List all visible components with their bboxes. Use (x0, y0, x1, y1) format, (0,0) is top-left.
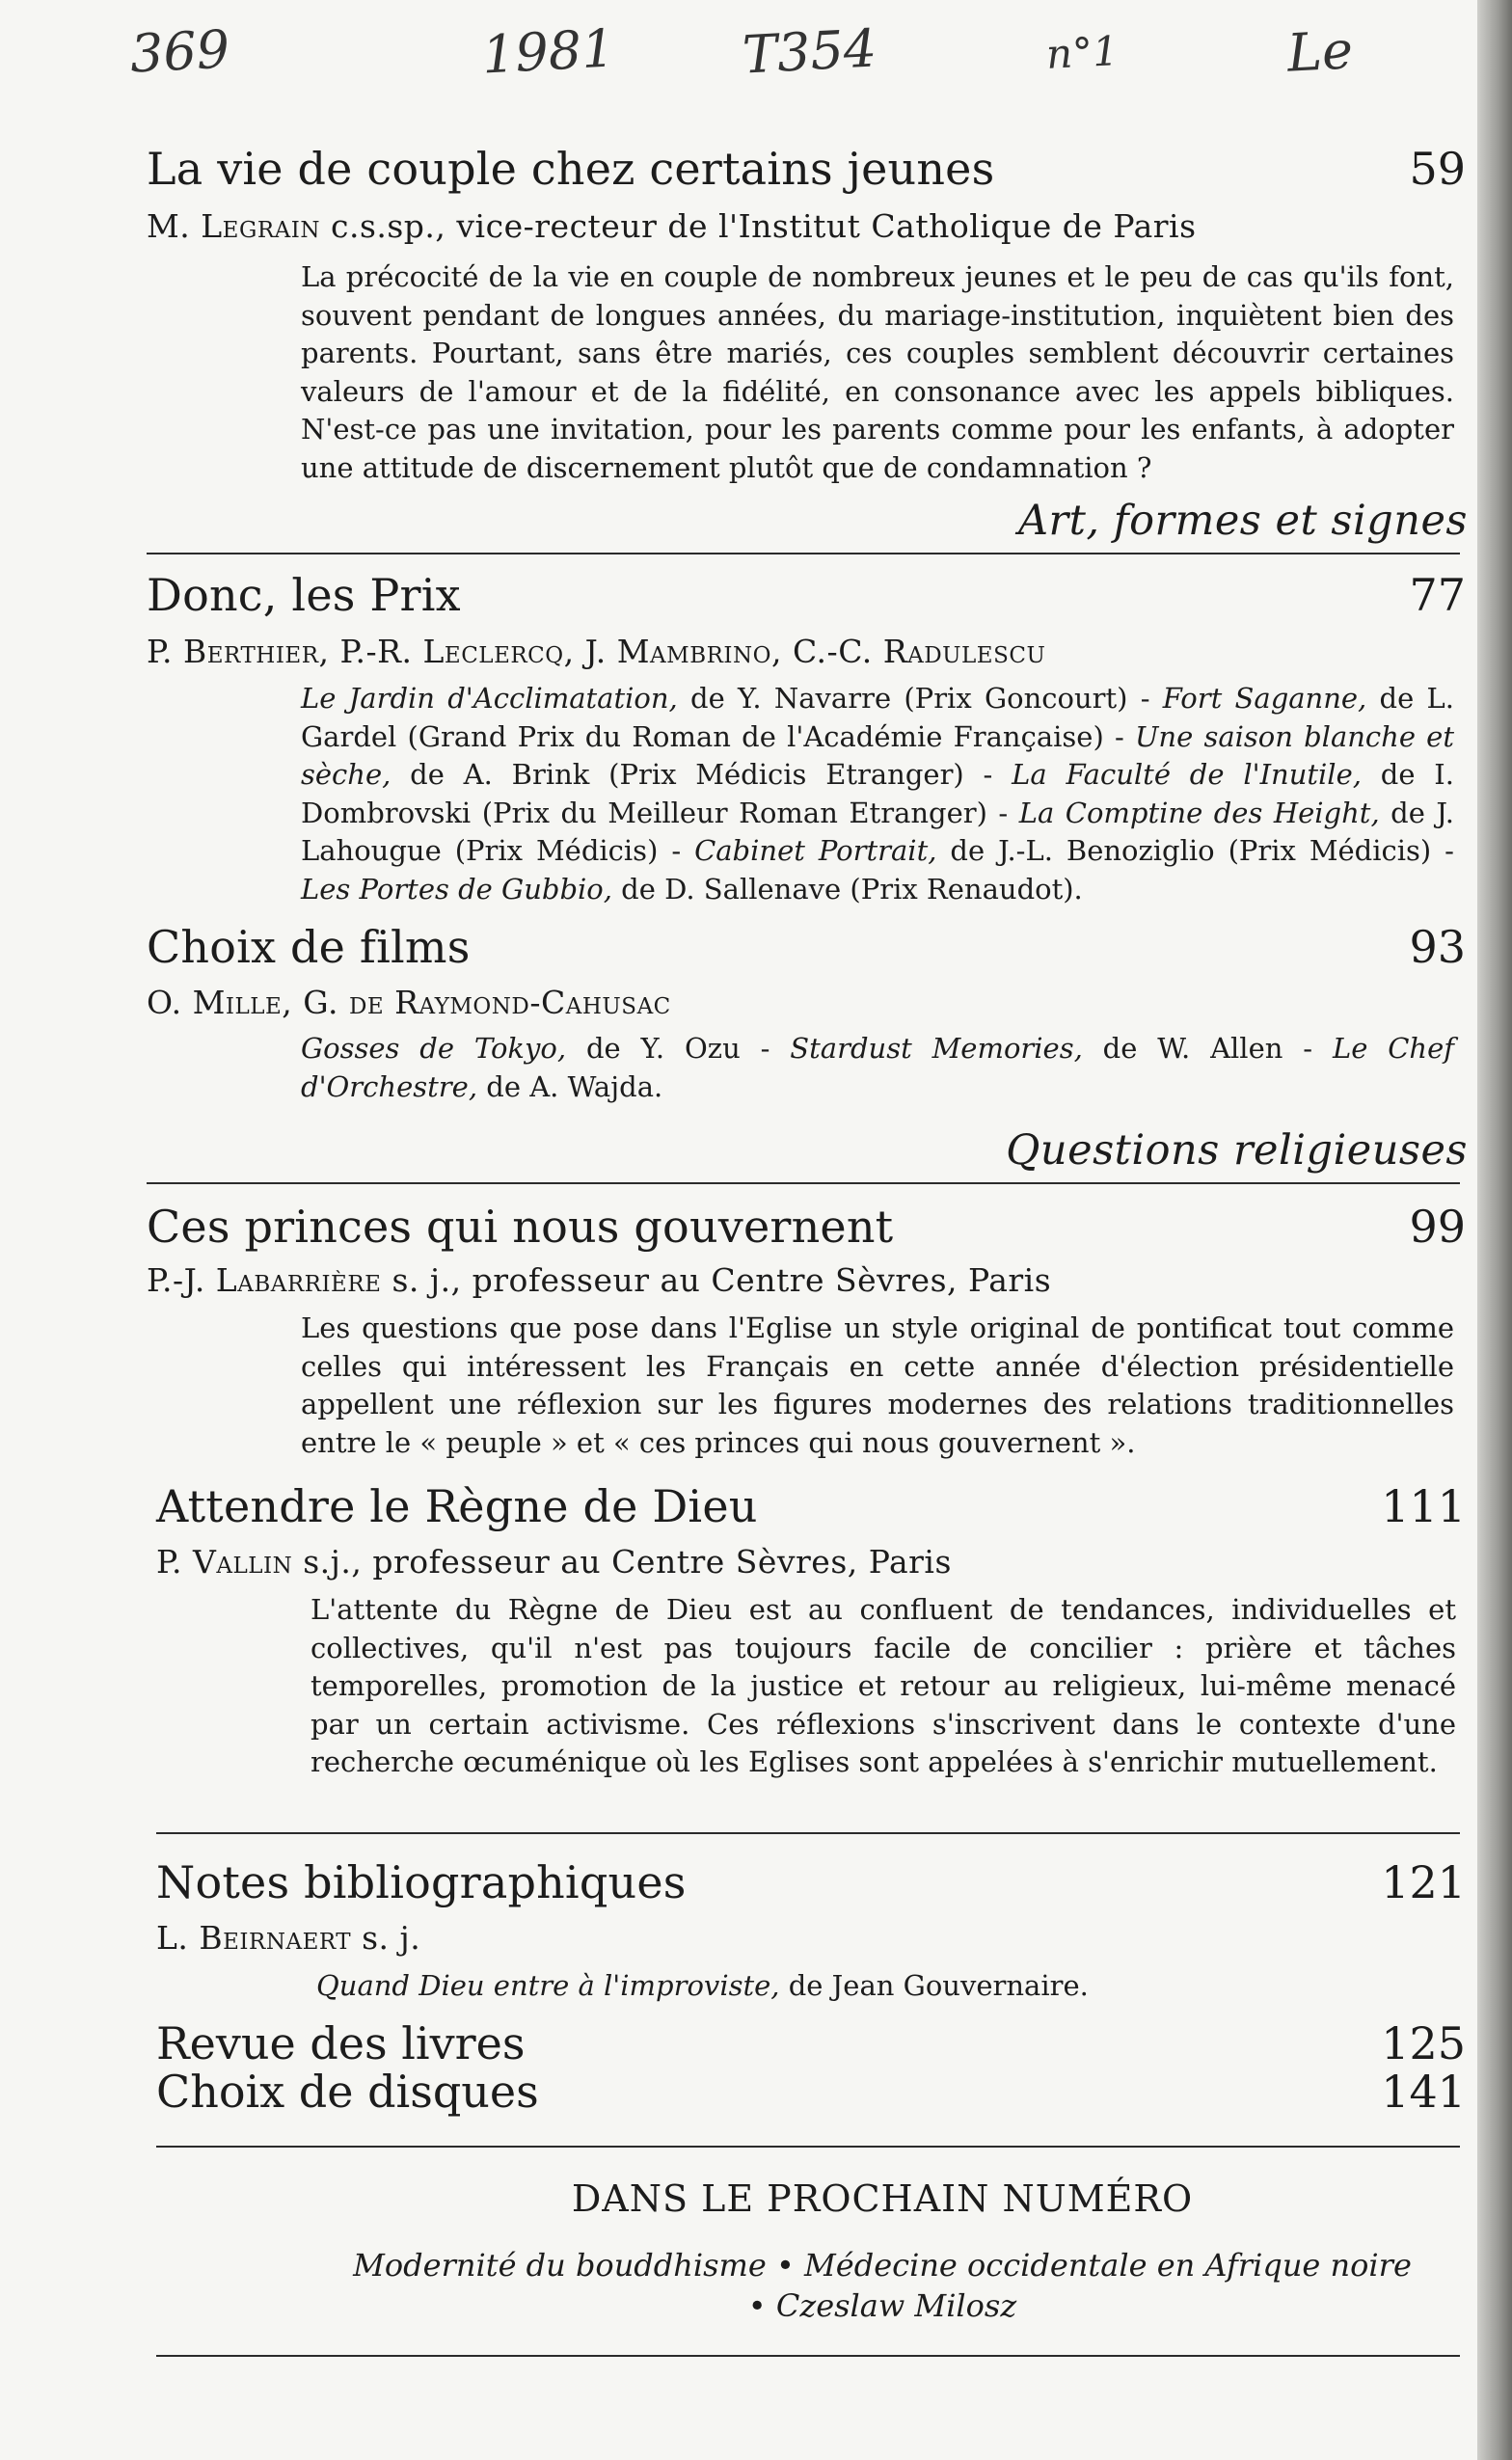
section-rule (156, 2146, 1460, 2148)
entry-title: Notes bibliographiques (156, 1856, 687, 1908)
work-credit: de J.-L. Benoziglio (Prix Médicis) - (936, 834, 1454, 868)
author-name: P. Berthier, P.-R. Leclercq, J. Mambrino, C.-C. Radulescu (147, 633, 1046, 670)
handwritten-note-3: T354 (741, 17, 878, 86)
entry-page-number: 121 (1381, 1856, 1466, 1908)
section-heading-religion: Questions religieuses (1006, 1126, 1468, 1175)
author-name: M. Legrain (147, 207, 320, 245)
entry-abstract (301, 1030, 1454, 1106)
entry-page-number: 99 (1409, 1201, 1466, 1253)
work-title: Le Jardin d'Acclimatation, (301, 682, 678, 715)
entry-author (147, 633, 1045, 670)
work-credit: de Y. Navarre (Prix Goncourt) - (677, 682, 1163, 715)
work-title: La Faculté de l'Inutile, (1012, 758, 1362, 792)
entry-page-number: 77 (1409, 569, 1466, 621)
entry-abstract (316, 1967, 1454, 2006)
binding-edge (1477, 0, 1512, 2460)
entry-page-number: 125 (1381, 2017, 1466, 2069)
entry-author (147, 984, 671, 1021)
section-rule (156, 2355, 1460, 2357)
work-credit: de A. Brink (Prix Médicis Etranger) - (391, 758, 1012, 792)
entry-title: Attendre le Règne de Dieu (156, 1480, 758, 1532)
work-credit: de Jean Gouvernaire. (779, 1969, 1089, 2002)
entry-author (147, 1261, 1051, 1299)
author-affiliation: c.s.sp., vice-recteur de l'Institut Catholique de Paris (319, 207, 1197, 245)
entry-author (156, 1919, 420, 1957)
work-credit: de Y. Ozu - (566, 1032, 791, 1065)
next-issue-topics: Modernité du bouddhisme • Médecine occidentale en Afrique noire (353, 2247, 1412, 2284)
handwritten-note-4: n°1 (1044, 27, 1120, 78)
toc-entry-title-row (147, 143, 1466, 195)
entry-title: Ces princes qui nous gouvernent (147, 1201, 894, 1253)
entry-abstract: L'attente du Règne de Dieu est au confluent de tendances, individuelles et collectives, qu'il n'est pas toujours facile de concilier : prière et tâches temporelles, promotion de la justice et retour au religieux, lui-même menacé par un certain activisme. Ces réflexions s'inscrivent dans le contexte d'une recherche œcuménique où les Eglises sont appelées à s'enrichir mutuellement. (310, 1593, 1456, 1779)
next-issue-heading: DANS LE PROCHAIN NUMÉRO (571, 2177, 1194, 2220)
entry-page-number: 141 (1381, 2066, 1466, 2118)
section-rule (147, 553, 1460, 554)
section-heading-art: Art, formes et signes (1018, 497, 1468, 545)
section-rule (147, 1182, 1460, 1184)
entry-page-number: 111 (1381, 1480, 1466, 1532)
author-name: L. Beirnaert (156, 1919, 352, 1957)
work-credit: de A. Wajda. (477, 1069, 663, 1103)
author-name: O. Mille, G. de Raymond-Cahusac (147, 984, 671, 1021)
entry-author (156, 1543, 952, 1581)
entry-page-number: 59 (1409, 143, 1466, 195)
work-title: Le Chef d'Orchestre, (301, 1032, 1454, 1103)
author-affiliation: s.j., professeur au Centre Sèvres, Paris (292, 1543, 952, 1581)
entry-page-number: 93 (1409, 921, 1466, 973)
toc-entry-title: Revue des livres (156, 2017, 526, 2069)
toc-entry-title-row (147, 1201, 1466, 1253)
author-affiliation: s. j., professeur au Centre Sèvres, Paris (381, 1261, 1052, 1299)
handwritten-note-2: 1981 (480, 17, 616, 86)
next-issue-topics-continued: • Czeslaw Milosz (747, 2287, 1017, 2324)
work-credit: de W. Allen - (1082, 1032, 1333, 1065)
toc-entry-title-row (147, 921, 1466, 973)
entry-abstract: La précocité de la vie en couple de nombreux jeunes et le peu de cas qu'ils font, souvent pendant de longues années, du mariage-institution, inquiètent bien des parents. Pourtant, sans être mariés, ces couples semblent découvrir certaines valeurs de l'amour et de la fidélité, en consonance avec les appels bibliques. N'est-ce pas une invitation, pour les parents comme pour les enfants, à adopter une attitude de discernement plutôt que de condamnation ? (301, 260, 1454, 484)
work-title: Fort Saganne, (1162, 682, 1367, 715)
section-rule (156, 1832, 1460, 1834)
work-title: La Comptine des Height, (1018, 796, 1380, 829)
toc-entry-title: Choix de disques (156, 2066, 539, 2118)
entry-title: La vie de couple chez certains jeunes (147, 143, 995, 195)
work-credit: de I. Dombrovski (Prix du Meilleur Roman Etranger) - (301, 758, 1454, 829)
handwritten-note-1: 369 (128, 18, 231, 85)
toc-entry-title-row (156, 1856, 1466, 1908)
work-credit: de D. Sallenave (Prix Renaudot). (611, 872, 1083, 906)
entry-author (147, 207, 1197, 245)
author-name: P.-J. Labarrière (147, 1261, 382, 1299)
author-name: P. Vallin (156, 1543, 293, 1581)
work-title: Quand Dieu entre à l'improviste, (316, 1969, 780, 2002)
work-credit: de J. Lahougue (Prix Médicis) - (301, 796, 1454, 868)
work-title: Stardust Memories, (790, 1032, 1083, 1065)
entry-abstract: Les questions que pose dans l'Eglise un style original de pontificat tout comme celles qui intéressent les Français en cette année d'élection présidentielle appellent une réflexion sur les figures modernes des relations traditionnelles entre le « peuple » et « ces princes qui nous gouvernent ». (301, 1311, 1454, 1459)
work-title: Gosses de Tokyo, (301, 1032, 567, 1065)
work-title: Cabinet Portrait, (694, 834, 937, 868)
work-title: Les Portes de Gubbio, (301, 872, 612, 906)
toc-entry-title-row (156, 1480, 1466, 1532)
entry-abstract (301, 680, 1454, 909)
toc-entry-title-row (147, 569, 1466, 621)
entry-title: Donc, les Prix (147, 569, 461, 621)
entry-title: Choix de films (147, 921, 471, 973)
handwritten-note-5: Le (1285, 19, 1355, 84)
work-title: Une saison blanche et sèche, (301, 719, 1454, 792)
author-affiliation: s. j. (351, 1919, 421, 1957)
work-credit: de L. Gardel (Grand Prix du Roman de l'Académie Française) - (301, 682, 1454, 753)
